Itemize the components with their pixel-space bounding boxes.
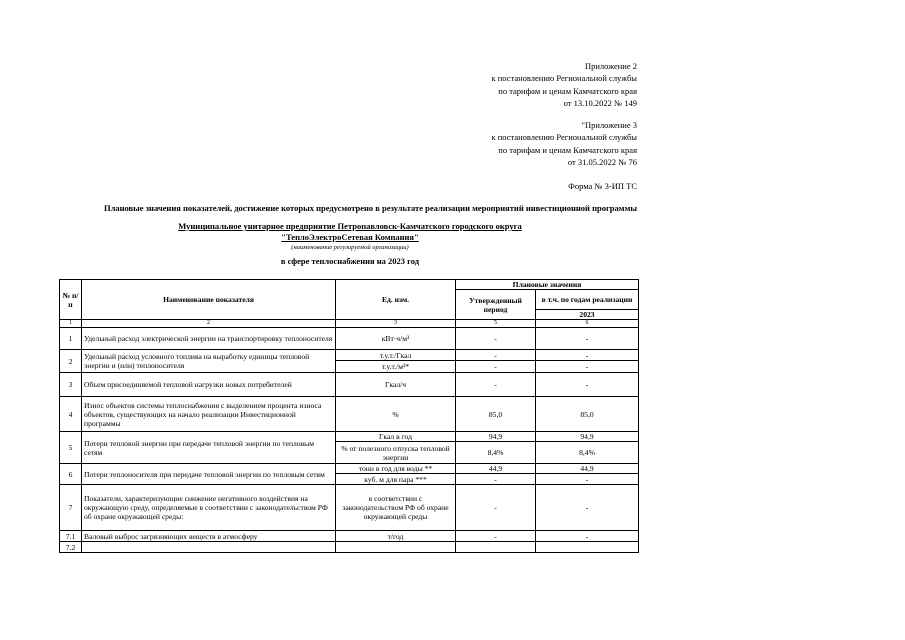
organization-short-name: "ТеплоЭлектроСетевая Компания" [281, 232, 419, 242]
indicator-name: Валовый выброс загрязняющих веществ в атмосферу [82, 531, 336, 542]
row-number: 7 [60, 485, 82, 531]
appendix-2-block [491, 60, 637, 109]
approved-value: - [456, 328, 536, 350]
appendix-3-line: по тарифам и ценам Камчатского края [498, 144, 637, 155]
table-row [60, 464, 639, 474]
year-value: - [536, 474, 639, 485]
indicator-name: Объем присоединяемой тепловой нагрузки новых потребителей [82, 373, 336, 397]
row-number: 4 [60, 397, 82, 432]
appendix-2-line: по тарифам и ценам Камчатского края [498, 85, 637, 96]
indicator-name: Показатели, характеризующие снижение негативного воздействия на окружающую среду, определяемые в соответствии с законодательством РФ об охране окружающей среды: [82, 485, 336, 531]
year-value: - [536, 328, 639, 350]
column-number: 3 [336, 320, 456, 328]
unit: Гкал/ч [336, 373, 456, 397]
appendix-2-title: Приложение 2 [585, 61, 637, 71]
unit [336, 542, 456, 553]
column-number: 5 [456, 320, 536, 328]
year-value: 94,9 [536, 432, 639, 442]
document-title: Плановые значения показателей, достижение которых предусмотрено в результате реализации мероприятий инвестиционной программы [103, 203, 637, 213]
indicator-name: Удельный расход условного топлива на выработку единицы тепловой энергии и (или) теплоносителя [82, 350, 336, 373]
unit: в соответствии с законодательством РФ об охране окружающей среды [336, 485, 456, 531]
year-value: 8,4% [536, 442, 639, 464]
unit: тонн в год для воды ** [336, 464, 456, 474]
row-number: 1 [60, 328, 82, 350]
indicator-name [82, 542, 336, 553]
year-value: - [536, 531, 639, 542]
table-row [60, 350, 639, 361]
year-value: - [536, 350, 639, 361]
header-indicator-name: Наименование показателя [82, 280, 336, 320]
approved-value: - [456, 531, 536, 542]
appendix-3-block [491, 119, 637, 168]
row-number: 5 [60, 432, 82, 464]
appendix-3-line: к постановлению Региональной службы [491, 132, 637, 143]
approved-value: 85,0 [456, 397, 536, 432]
unit: т/год [336, 531, 456, 542]
year-value: 44,9 [536, 464, 639, 474]
approved-value: - [456, 350, 536, 361]
row-number: 3 [60, 373, 82, 397]
indicator-name: Удельный расход электрической энергии на транспортировку теплоносителя [82, 328, 336, 350]
table-row [60, 328, 639, 350]
indicator-name: Потери тепловой энергии при передаче тепловой энергии по тепловым сетям [82, 432, 336, 464]
row-number: 6 [60, 464, 82, 485]
sphere-line: в сфере теплоснабжения на 2023 год [280, 256, 420, 266]
unit: кВт·ч/м³ [336, 328, 456, 350]
form-label: Форма № 3-ИП ТС [568, 181, 637, 191]
appendix-3-title: "Приложение 3 [581, 120, 637, 130]
table-row [60, 373, 639, 397]
table-row [60, 531, 639, 542]
table-row [60, 542, 639, 553]
approved-value: - [456, 373, 536, 397]
appendix-2-line: к постановлению Региональной службы [491, 73, 637, 84]
indicators-table [59, 279, 639, 553]
year-value: - [536, 361, 639, 373]
header-plan-values: Плановые значения [456, 280, 639, 290]
header-number: № п/п [60, 280, 82, 320]
approved-value: - [456, 474, 536, 485]
column-number: 1 [60, 320, 82, 328]
header-approved-period: Утвержденный период [456, 290, 536, 320]
approved-value: 44,9 [456, 464, 536, 474]
year-value: 85,0 [536, 397, 639, 432]
indicator-name: Износ объектов системы теплоснабжения с выделением процента износа объектов, существующих на начало реализации Инвестиционной программы [82, 397, 336, 432]
year-value [536, 542, 639, 553]
row-number: 7.2 [60, 542, 82, 553]
unit: т.у.т./м³* [336, 361, 456, 373]
header-by-years: в т.ч. по годам реализации [536, 290, 639, 310]
column-number: 2 [82, 320, 336, 328]
unit: Гкал в год [336, 432, 456, 442]
year-value: - [536, 485, 639, 531]
row-number: 2 [60, 350, 82, 373]
approved-value: 94,9 [456, 432, 536, 442]
approved-value: - [456, 361, 536, 373]
indicator-name: Потери теплоносителя при передаче тепловой энергии по тепловым сетям [82, 464, 336, 485]
table-row [60, 485, 639, 531]
approved-value: 8,4% [456, 442, 536, 464]
column-number: 6 [536, 320, 639, 328]
table-row [60, 432, 639, 442]
approved-value: - [456, 485, 536, 531]
approved-value [456, 542, 536, 553]
column-numbers-row [60, 320, 639, 328]
unit: т.у.т./Гкал [336, 350, 456, 361]
header-unit: Ед. изм. [336, 280, 456, 320]
header-year: 2023 [536, 310, 639, 320]
unit: куб. м для пара *** [336, 474, 456, 485]
table-row [60, 397, 639, 432]
organization-name: Муниципальное унитарное предприятие Петропавловск-Камчатского городского округа [178, 221, 522, 231]
unit: % от полезного отпуска тепловой энергии [336, 442, 456, 464]
organization-caption: (наименование регулируемой организации) [291, 244, 409, 251]
row-number: 7.1 [60, 531, 82, 542]
appendix-2-date: от 13.10.2022 № 149 [563, 97, 637, 108]
unit: % [336, 397, 456, 432]
appendix-3-date: от 31.05.2022 № 76 [567, 156, 637, 167]
year-value: - [536, 373, 639, 397]
